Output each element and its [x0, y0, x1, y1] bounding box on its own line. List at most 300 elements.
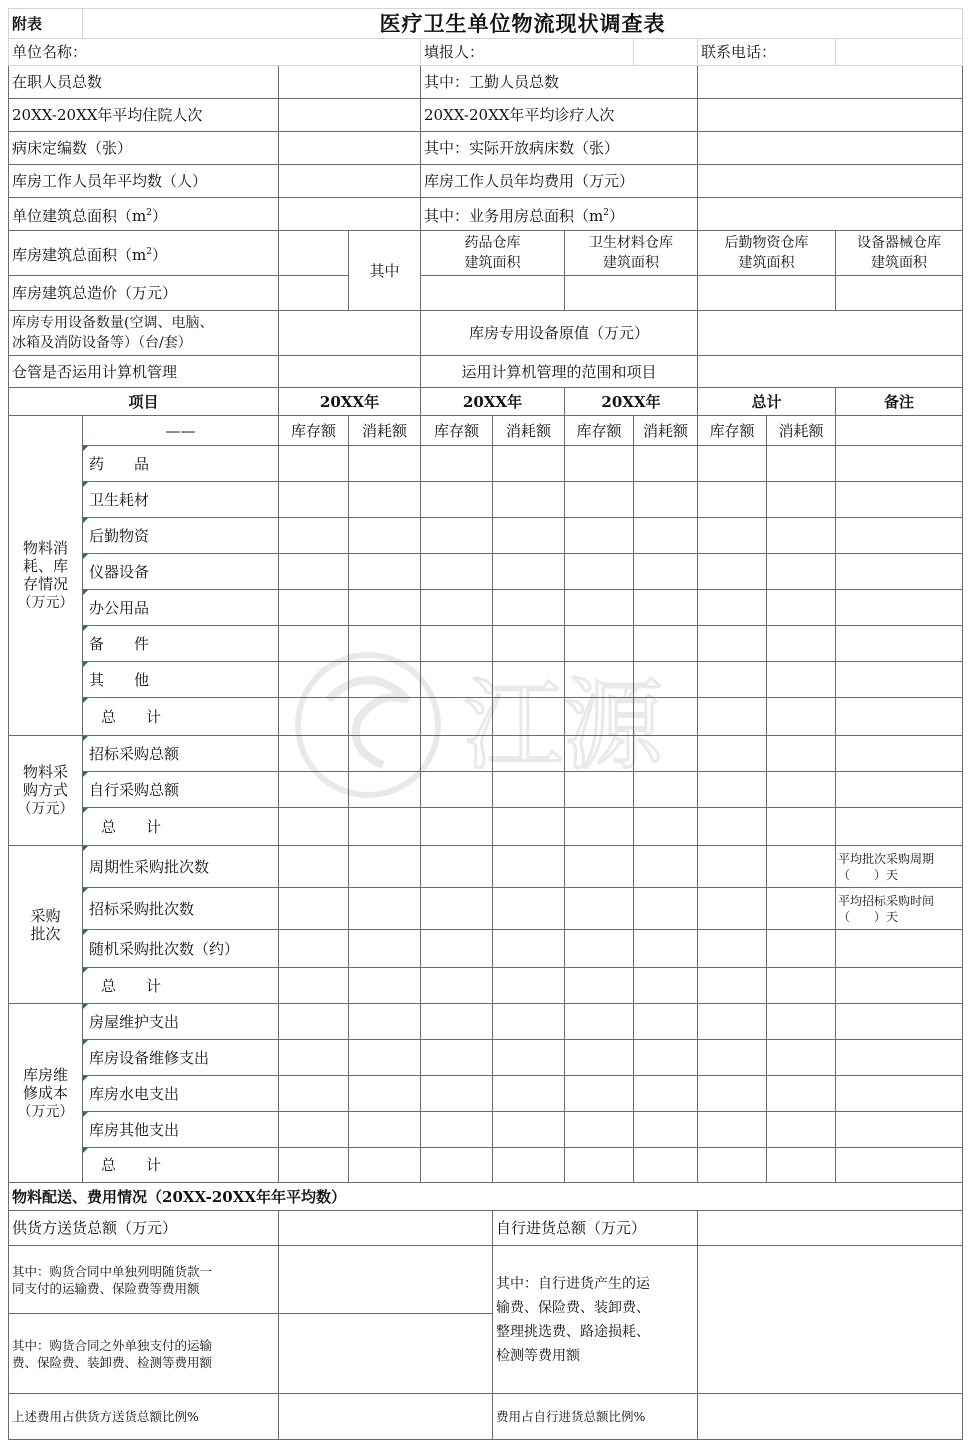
- value-cell[interactable]: [349, 1148, 421, 1183]
- value-cell[interactable]: [493, 698, 565, 736]
- value-cell[interactable]: [421, 846, 493, 888]
- value-cell[interactable]: [349, 518, 421, 554]
- value-cell[interactable]: [565, 930, 634, 968]
- row-label: 仪器设备: [83, 554, 279, 590]
- drug-wh-area-label: 药品仓库 建筑面积: [421, 231, 565, 276]
- consumption-section-label: 物料消 耗、库 存情况 （万元）: [9, 416, 83, 736]
- value-cell[interactable]: [698, 968, 767, 1004]
- value-cell[interactable]: [698, 846, 767, 888]
- value-cell[interactable]: [421, 518, 493, 554]
- business-area-input[interactable]: [698, 198, 963, 231]
- value-cell[interactable]: [279, 1148, 349, 1183]
- value-cell[interactable]: [767, 772, 836, 808]
- table-row: [9, 626, 963, 662]
- value-cell[interactable]: [767, 888, 836, 930]
- wh-area-input[interactable]: [279, 231, 349, 276]
- value-cell[interactable]: [634, 930, 698, 968]
- self-ratio-label: 费用占自行进货总额比例%: [493, 1394, 698, 1440]
- value-cell[interactable]: [634, 554, 698, 590]
- value-cell[interactable]: [698, 626, 767, 662]
- remark-note: 平均招标采购时间 （ ）天: [836, 888, 963, 930]
- value-cell[interactable]: [767, 590, 836, 626]
- value-cell[interactable]: [767, 662, 836, 698]
- value-cell[interactable]: [565, 1040, 634, 1076]
- value-cell[interactable]: [565, 482, 634, 518]
- wh-staff-cost-input[interactable]: [698, 165, 963, 198]
- blank-cell: [634, 39, 698, 66]
- remark-cell[interactable]: [836, 482, 963, 518]
- row-label: 库房水电支出: [83, 1076, 279, 1112]
- value-cell[interactable]: [565, 662, 634, 698]
- wh-staff-cost-label: 库房工作人员年均费用（万元）: [421, 165, 698, 198]
- value-cell[interactable]: [279, 626, 349, 662]
- self-ratio-input[interactable]: [698, 1394, 963, 1440]
- value-cell[interactable]: [565, 446, 634, 482]
- form-title: 医疗卫生单位物流现状调查表: [83, 9, 963, 39]
- value-cell[interactable]: [279, 772, 349, 808]
- value-cell[interactable]: [767, 1004, 836, 1040]
- value-cell[interactable]: [698, 930, 767, 968]
- value-cell[interactable]: [421, 1076, 493, 1112]
- value-cell[interactable]: [493, 482, 565, 518]
- value-cell[interactable]: [493, 554, 565, 590]
- value-cell[interactable]: [493, 590, 565, 626]
- value-cell[interactable]: [349, 1112, 421, 1148]
- avg-outpatient-input[interactable]: [698, 99, 963, 132]
- value-cell[interactable]: [698, 518, 767, 554]
- value-cell[interactable]: [634, 626, 698, 662]
- wh-area-label: 库房建筑总面积$(m^2)$: [9, 231, 279, 276]
- value-cell[interactable]: [421, 590, 493, 626]
- value-cell[interactable]: [421, 698, 493, 736]
- remark-cell[interactable]: [836, 518, 963, 554]
- year1-header: 20XX年: [279, 388, 421, 416]
- table-row: [9, 518, 963, 554]
- value-cell[interactable]: [493, 772, 565, 808]
- row-label: 随机采购批次数（约）: [83, 930, 279, 968]
- value-cell[interactable]: [279, 698, 349, 736]
- remark-cell[interactable]: [836, 1148, 963, 1183]
- value-cell[interactable]: [698, 554, 767, 590]
- among-label: 其中: [349, 231, 421, 311]
- staff-total-label: 在职人员总数: [9, 66, 279, 99]
- remark-cell[interactable]: [836, 590, 963, 626]
- table-row: [9, 1112, 963, 1148]
- value-cell[interactable]: [493, 930, 565, 968]
- row-label: 总 计: [83, 808, 279, 846]
- value-cell[interactable]: [493, 888, 565, 930]
- table-row: [9, 772, 963, 808]
- logistics-wh-area-input[interactable]: [698, 276, 836, 311]
- staff-total-input[interactable]: [279, 66, 421, 99]
- value-cell[interactable]: [421, 626, 493, 662]
- value-cell[interactable]: [349, 736, 421, 772]
- table-row: [9, 554, 963, 590]
- delivery-heading: 物料配送、费用情况（20XX-20XX年年平均数）: [9, 1183, 963, 1211]
- value-cell[interactable]: [421, 1148, 493, 1183]
- value-cell[interactable]: [565, 518, 634, 554]
- remark-cell[interactable]: [836, 808, 963, 846]
- value-cell[interactable]: [634, 846, 698, 888]
- value-cell[interactable]: [349, 554, 421, 590]
- row-label: 自行采购总额: [83, 772, 279, 808]
- year2-header: 20XX年: [421, 388, 565, 416]
- value-cell[interactable]: [767, 930, 836, 968]
- table-row: [9, 1076, 963, 1112]
- value-cell[interactable]: [279, 808, 349, 846]
- value-cell[interactable]: [634, 518, 698, 554]
- value-cell[interactable]: [698, 662, 767, 698]
- value-cell[interactable]: [698, 1040, 767, 1076]
- value-cell[interactable]: [767, 968, 836, 1004]
- value-cell[interactable]: [421, 968, 493, 1004]
- value-cell[interactable]: [698, 482, 767, 518]
- phone-label: 联系电话：: [698, 39, 836, 66]
- self-cost-label: 其中：自行进货产生的运 输费、保险费、装卸费、 整理挑选费、路途损耗、 检测等费用额: [493, 1246, 698, 1394]
- material-wh-area-input[interactable]: [565, 276, 698, 311]
- value-cell[interactable]: [767, 1040, 836, 1076]
- value-cell[interactable]: [279, 554, 349, 590]
- stock-header: 库存额: [698, 416, 767, 446]
- computer-scope-input[interactable]: [698, 356, 963, 388]
- value-cell[interactable]: [279, 446, 349, 482]
- value-cell[interactable]: [565, 888, 634, 930]
- value-cell[interactable]: [279, 1004, 349, 1040]
- value-cell[interactable]: [767, 1148, 836, 1183]
- purchase-method-section-label: 物料采 购方式 （万元）: [9, 736, 83, 846]
- value-cell[interactable]: [698, 446, 767, 482]
- remark-cell[interactable]: [836, 698, 963, 736]
- contract-included-cost-label: 其中：购货合同中单独列明随货款一 同支付的运输费、保险费等费用额: [9, 1246, 279, 1314]
- contract-included-cost-input[interactable]: [279, 1246, 493, 1314]
- row-label: 总 计: [83, 1148, 279, 1183]
- value-cell[interactable]: [634, 446, 698, 482]
- row-label: 办公用品: [83, 590, 279, 626]
- value-cell[interactable]: [698, 808, 767, 846]
- value-cell[interactable]: [349, 482, 421, 518]
- worker-total-label: 其中：工勤人员总数: [421, 66, 698, 99]
- value-cell[interactable]: [279, 930, 349, 968]
- consume-header: 消耗额: [634, 416, 698, 446]
- dash-cell: ——: [83, 416, 279, 446]
- self-total-input[interactable]: [698, 1211, 963, 1246]
- value-cell[interactable]: [565, 1076, 634, 1112]
- beds-open-label: 其中：实际开放病床数（张）: [421, 132, 698, 165]
- value-cell[interactable]: [421, 808, 493, 846]
- row-label: 总 计: [83, 968, 279, 1004]
- row-label: 后勤物资: [83, 518, 279, 554]
- supplier-total-label: 供货方送货总额（万元）: [9, 1211, 279, 1246]
- value-cell[interactable]: [767, 736, 836, 772]
- unit-name-label: 单位名称：: [9, 39, 421, 66]
- value-cell[interactable]: [698, 590, 767, 626]
- watermark-text: 江源: [463, 667, 663, 784]
- value-cell[interactable]: [349, 446, 421, 482]
- worker-total-input[interactable]: [698, 66, 963, 99]
- value-cell[interactable]: [421, 736, 493, 772]
- value-cell[interactable]: [565, 846, 634, 888]
- material-wh-area-label: 卫生材料仓库 建筑面积: [565, 231, 698, 276]
- table-row: [9, 1148, 963, 1183]
- value-cell[interactable]: [349, 1076, 421, 1112]
- value-cell[interactable]: [493, 1076, 565, 1112]
- value-cell[interactable]: [634, 662, 698, 698]
- value-cell[interactable]: [349, 1004, 421, 1040]
- value-cell[interactable]: [493, 968, 565, 1004]
- value-cell[interactable]: [279, 968, 349, 1004]
- value-cell[interactable]: [349, 846, 421, 888]
- equipment-wh-area-label: 设备器械仓库 建筑面积: [836, 231, 963, 276]
- value-cell[interactable]: [421, 482, 493, 518]
- supplier-ratio-input[interactable]: [279, 1394, 493, 1440]
- stock-header: 库存额: [279, 416, 349, 446]
- maintenance-section-label: 库房维 修成本 （万元）: [9, 1004, 83, 1183]
- row-label: 招标采购总额: [83, 736, 279, 772]
- value-cell[interactable]: [279, 482, 349, 518]
- value-cell[interactable]: [565, 590, 634, 626]
- value-cell[interactable]: [493, 1148, 565, 1183]
- value-cell[interactable]: [634, 1148, 698, 1183]
- value-cell[interactable]: [767, 698, 836, 736]
- avg-inpatient-input[interactable]: [279, 99, 421, 132]
- value-cell[interactable]: [565, 1148, 634, 1183]
- logistics-wh-area-label: 后勤物资仓库 建筑面积: [698, 231, 836, 276]
- remark-cell[interactable]: [836, 736, 963, 772]
- wh-cost-input[interactable]: [279, 276, 349, 311]
- remark-cell[interactable]: [836, 772, 963, 808]
- value-cell[interactable]: [698, 736, 767, 772]
- wh-cost-label: 库房建筑总造价（万元）: [9, 276, 279, 311]
- value-cell[interactable]: [349, 968, 421, 1004]
- wh-staff-input[interactable]: [279, 165, 421, 198]
- remark-note: 平均批次采购周期 （ ）天: [836, 846, 963, 888]
- row-label: 库房其他支出: [83, 1112, 279, 1148]
- appendix-tag: 附表: [9, 9, 83, 39]
- value-cell[interactable]: [698, 1004, 767, 1040]
- value-cell[interactable]: [634, 482, 698, 518]
- value-cell[interactable]: [565, 808, 634, 846]
- value-cell[interactable]: [493, 1004, 565, 1040]
- row-label: 备 件: [83, 626, 279, 662]
- value-cell[interactable]: [767, 808, 836, 846]
- value-cell[interactable]: [767, 518, 836, 554]
- value-cell[interactable]: [279, 846, 349, 888]
- value-cell[interactable]: [634, 590, 698, 626]
- value-cell[interactable]: [634, 736, 698, 772]
- value-cell[interactable]: [634, 888, 698, 930]
- survey-form-table: [8, 8, 963, 1440]
- value-cell[interactable]: [634, 1076, 698, 1112]
- remark-cell[interactable]: [836, 930, 963, 968]
- beds-input[interactable]: [279, 132, 421, 165]
- value-cell[interactable]: [279, 1040, 349, 1076]
- value-cell[interactable]: [349, 888, 421, 930]
- wh-staff-label: 库房工作人员年平均数（人）: [9, 165, 279, 198]
- value-cell[interactable]: [565, 772, 634, 808]
- value-cell[interactable]: [493, 736, 565, 772]
- value-cell[interactable]: [634, 808, 698, 846]
- value-cell[interactable]: [767, 482, 836, 518]
- year3-header: 20XX年: [565, 388, 698, 416]
- stock-header: 库存额: [421, 416, 493, 446]
- value-cell[interactable]: [279, 662, 349, 698]
- value-cell[interactable]: [349, 808, 421, 846]
- value-cell[interactable]: [698, 698, 767, 736]
- row-label: 招标采购批次数: [83, 888, 279, 930]
- computer-mgmt-input[interactable]: [279, 356, 421, 388]
- value-cell[interactable]: [565, 968, 634, 1004]
- value-cell[interactable]: [493, 1040, 565, 1076]
- value-cell[interactable]: [279, 736, 349, 772]
- remark-cell[interactable]: [836, 1112, 963, 1148]
- filler-label: 填报人：: [421, 39, 634, 66]
- value-cell[interactable]: [349, 1040, 421, 1076]
- self-total-label: 自行进货总额（万元）: [493, 1211, 698, 1246]
- value-cell[interactable]: [349, 662, 421, 698]
- value-cell[interactable]: [279, 1076, 349, 1112]
- table-row: [9, 698, 963, 736]
- batches-section-label: 采购 批次: [9, 846, 83, 1004]
- value-cell[interactable]: [349, 698, 421, 736]
- value-cell[interactable]: [698, 1076, 767, 1112]
- value-cell[interactable]: [493, 1112, 565, 1148]
- value-cell[interactable]: [493, 662, 565, 698]
- remark-cell[interactable]: [836, 626, 963, 662]
- supplier-total-input[interactable]: [279, 1211, 493, 1246]
- value-cell[interactable]: [421, 772, 493, 808]
- value-cell[interactable]: [767, 446, 836, 482]
- value-cell[interactable]: [634, 968, 698, 1004]
- table-row: [9, 662, 963, 698]
- table-row: [9, 1004, 963, 1040]
- value-cell[interactable]: [698, 888, 767, 930]
- remark-cell[interactable]: [836, 416, 963, 446]
- consume-header: 消耗额: [767, 416, 836, 446]
- value-cell[interactable]: [421, 446, 493, 482]
- value-cell[interactable]: [421, 888, 493, 930]
- table-row: [9, 1040, 963, 1076]
- value-cell[interactable]: [421, 554, 493, 590]
- stock-header: 库存额: [565, 416, 634, 446]
- consume-header: 消耗额: [493, 416, 565, 446]
- contract-extra-cost-input[interactable]: [279, 1314, 493, 1394]
- value-cell[interactable]: [565, 736, 634, 772]
- remark-cell[interactable]: [836, 968, 963, 1004]
- value-cell[interactable]: [279, 1112, 349, 1148]
- table-row: [9, 930, 963, 968]
- value-cell[interactable]: [767, 626, 836, 662]
- table-row: [9, 846, 963, 888]
- value-cell[interactable]: [349, 772, 421, 808]
- beds-open-input[interactable]: [698, 132, 963, 165]
- avg-inpatient-label: 20XX-20XX年平均住院人次: [9, 99, 279, 132]
- remark-cell[interactable]: [836, 662, 963, 698]
- value-cell[interactable]: [565, 554, 634, 590]
- value-cell[interactable]: [634, 1040, 698, 1076]
- value-cell[interactable]: [767, 1112, 836, 1148]
- value-cell[interactable]: [767, 554, 836, 590]
- value-cell[interactable]: [698, 1148, 767, 1183]
- value-cell[interactable]: [493, 626, 565, 662]
- value-cell[interactable]: [565, 1112, 634, 1148]
- wh-devices-value-label: 库房专用设备原值（万元）: [421, 311, 698, 356]
- value-cell[interactable]: [421, 1112, 493, 1148]
- value-cell[interactable]: [349, 930, 421, 968]
- value-cell[interactable]: [634, 1004, 698, 1040]
- value-cell[interactable]: [421, 1004, 493, 1040]
- business-area-label: 其中：业务用房总面积$(m^2)$: [421, 198, 698, 231]
- value-cell[interactable]: [767, 1076, 836, 1112]
- value-cell[interactable]: [634, 1112, 698, 1148]
- value-cell[interactable]: [279, 518, 349, 554]
- table-row: [9, 590, 963, 626]
- building-area-input[interactable]: [279, 198, 421, 231]
- table-row: [9, 968, 963, 1004]
- table-row: [9, 446, 963, 482]
- value-cell[interactable]: [698, 772, 767, 808]
- self-cost-input[interactable]: [698, 1246, 963, 1394]
- item-header: 项目: [9, 388, 279, 416]
- value-cell[interactable]: [493, 846, 565, 888]
- value-cell[interactable]: [349, 626, 421, 662]
- avg-outpatient-label: 20XX-20XX年平均诊疗人次: [421, 99, 698, 132]
- value-cell[interactable]: [634, 698, 698, 736]
- value-cell[interactable]: [634, 772, 698, 808]
- value-cell[interactable]: [565, 626, 634, 662]
- remark-cell[interactable]: [836, 554, 963, 590]
- row-label: 房屋维护支出: [83, 1004, 279, 1040]
- total-header: 总计: [698, 388, 836, 416]
- value-cell[interactable]: [565, 698, 634, 736]
- value-cell[interactable]: [421, 662, 493, 698]
- drug-wh-area-input[interactable]: [421, 276, 565, 311]
- value-cell[interactable]: [493, 808, 565, 846]
- equipment-wh-area-input[interactable]: [836, 276, 963, 311]
- computer-scope-label: 运用计算机管理的范围和项目: [421, 356, 698, 388]
- remark-cell[interactable]: [836, 446, 963, 482]
- table-row: [9, 888, 963, 930]
- value-cell[interactable]: [421, 1040, 493, 1076]
- value-cell[interactable]: [349, 590, 421, 626]
- row-label: 其 他: [83, 662, 279, 698]
- remark-cell[interactable]: [836, 1004, 963, 1040]
- consume-header: 消耗额: [349, 416, 421, 446]
- wh-devices-label: 库房专用设备数量(空调、电脑、 冰箱及消防设备等）（台/套）: [9, 311, 279, 356]
- computer-mgmt-label: 仓管是否运用计算机管理: [9, 356, 279, 388]
- value-cell[interactable]: [698, 1112, 767, 1148]
- table-row: [9, 482, 963, 518]
- supplier-ratio-label: 上述费用占供货方送货总额比例%: [9, 1394, 279, 1440]
- phone-input[interactable]: [836, 39, 963, 66]
- row-label: 周期性采购批次数: [83, 846, 279, 888]
- value-cell[interactable]: [493, 446, 565, 482]
- remark-header: 备注: [836, 388, 963, 416]
- row-label: 库房设备维修支出: [83, 1040, 279, 1076]
- table-row: [9, 736, 963, 772]
- value-cell[interactable]: [279, 590, 349, 626]
- value-cell[interactable]: [421, 930, 493, 968]
- value-cell[interactable]: [767, 846, 836, 888]
- value-cell[interactable]: [279, 888, 349, 930]
- value-cell[interactable]: [565, 1004, 634, 1040]
- wh-devices-value-input[interactable]: [698, 311, 963, 356]
- wh-devices-input[interactable]: [279, 311, 421, 356]
- building-area-label: 单位建筑总面积$(m^2)$: [9, 198, 279, 231]
- row-label: 总 计: [83, 698, 279, 736]
- value-cell[interactable]: [493, 518, 565, 554]
- remark-cell[interactable]: [836, 1040, 963, 1076]
- remark-cell[interactable]: [836, 1076, 963, 1112]
